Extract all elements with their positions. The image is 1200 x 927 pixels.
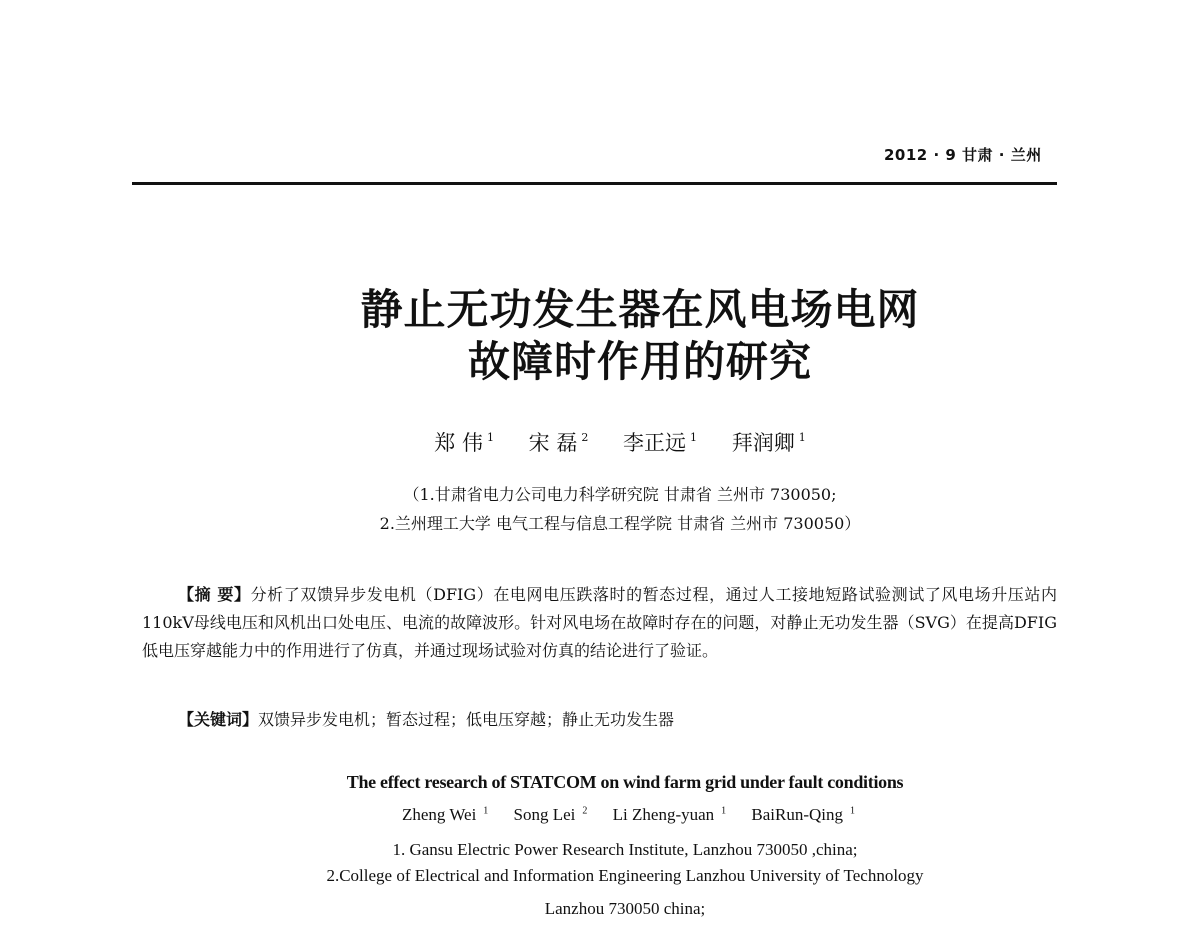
header-rule [132, 182, 1057, 185]
english-authors [0, 805, 1200, 825]
paper-title-line-1: 静止无功发生器在风电场电网 [360, 285, 920, 334]
keywords [178, 706, 1058, 734]
abstract-label: 【摘 要】 [178, 585, 251, 604]
author-en-sup: 1 [721, 805, 727, 817]
english-affiliation-3: Lanzhou 730050 china; [544, 899, 706, 918]
author-en-name: BaiRun-Qing [751, 805, 844, 824]
author-cn-sup: 1 [690, 431, 698, 444]
author-en-name: Li Zheng-yuan [612, 805, 715, 824]
affiliation-cn-line-1: （1.甘肃省电力公司电力科学研究院 甘肃省 兰州市 730050; [403, 485, 837, 504]
author-cn-name: 李正远 [623, 431, 687, 455]
author-en [507, 805, 588, 824]
english-affiliation-2: 2.College of Electrical and Information Engineering Lanzhou University of Technology [326, 866, 924, 885]
author-cn-sup: 1 [798, 431, 806, 444]
author-en [606, 805, 727, 824]
keywords-text: 双馈异步发电机；暂态过程；低电压穿越；静止无功发生器 [258, 710, 675, 729]
english-affiliation-1: 1. Gansu Electric Power Research Institute, Lanzhou 730050 ,china; [392, 840, 858, 859]
author-en [744, 805, 855, 824]
author-cn-name: 拜润卿 [731, 431, 795, 455]
author-en-sup: 1 [483, 805, 489, 817]
author-cn [529, 431, 589, 455]
author-cn [434, 431, 494, 455]
author-en-sup: 2 [582, 805, 588, 817]
paper-title-line-2: 故障时作用的研究 [467, 337, 812, 386]
journal-issue-header: 2012 · 9 甘肃 · 兰州 [884, 146, 1042, 164]
affiliation-cn-line-2: 2.兰州理工大学 电气工程与信息工程学院 甘肃省 兰州市 730050） [379, 514, 861, 533]
author-cn-sup: 2 [581, 431, 589, 444]
abstract-text: 分析了双馈异步发电机（DFIG）在电网电压跌落时的暂态过程，通过人工接地短路试验测试了风电场升压站内110kV母线电压和风机出口处电压、电流的故障波形。针对风电场在故障时存在的问题，对静止无功发生器（SVG）在提高DFIG低电压穿越能力中的作用进行了仿真，并通过现场试验对仿真的结论进行了验证。 [142, 585, 1057, 660]
author-en-sup: 1 [850, 805, 856, 817]
author-cn [732, 431, 806, 455]
author-en-name: Song Lei [513, 805, 576, 824]
author-cn [623, 431, 697, 455]
author-cn-name: 郑 伟 [434, 431, 483, 455]
author-cn-sup: 1 [486, 431, 494, 444]
keywords-label: 【关键词】 [178, 710, 259, 729]
author-en-name: Zheng Wei [401, 805, 477, 824]
author-cn-name: 宋 磊 [528, 431, 578, 455]
abstract [142, 581, 1057, 665]
authors-chinese [0, 427, 1200, 457]
english-title: The effect research of STATCOM on wind farm grid under fault conditions [346, 772, 904, 792]
author-en [395, 805, 488, 824]
